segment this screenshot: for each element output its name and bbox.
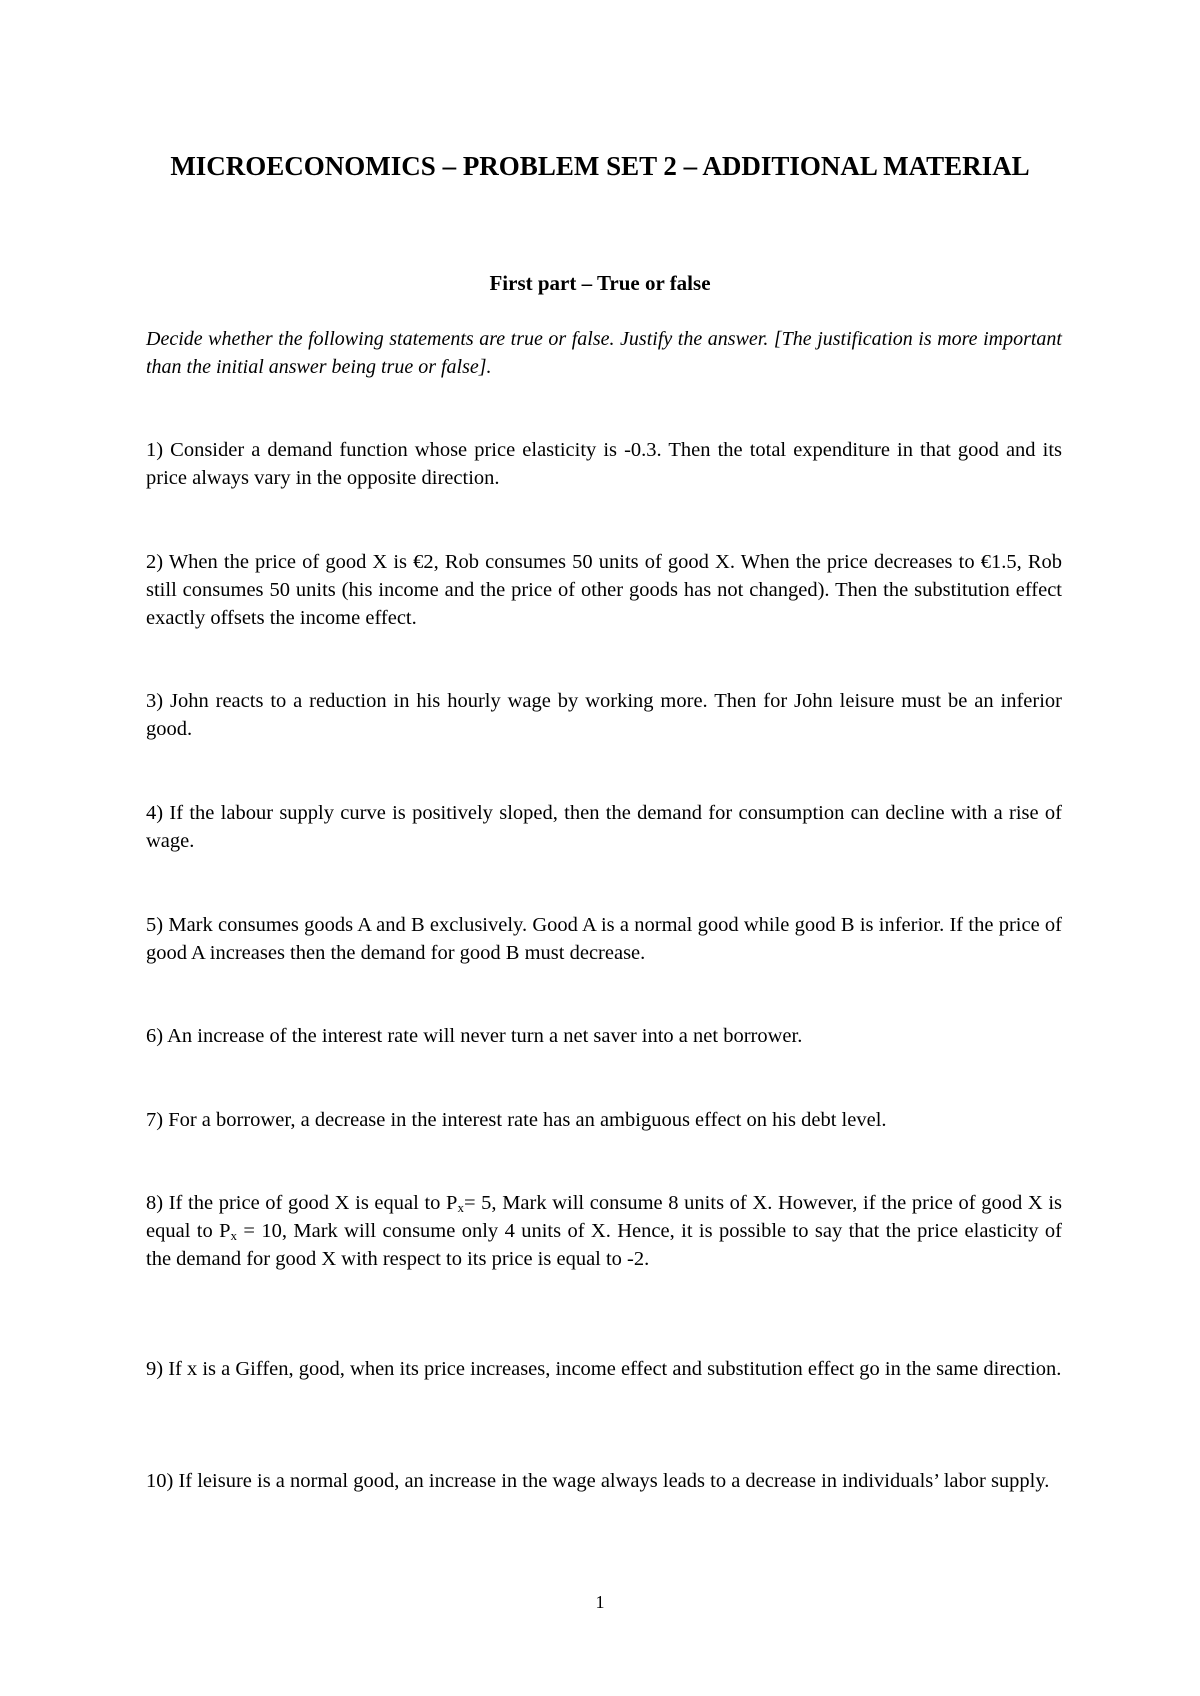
document-title: MICROECONOMICS – PROBLEM SET 2 – ADDITIONAL MATERIAL <box>170 151 1030 181</box>
question-8 <box>146 1189 1062 1273</box>
question-8-part-3: = 10, Mark will consume only 4 units of X. Hence, it is possible to say that the price elasticity of the demand for good X with respect to its price is equal to -2. <box>146 1220 1062 1270</box>
question-7: 7) For a borrower, a decrease in the interest rate has an ambiguous effect on his debt level. <box>146 1109 887 1131</box>
question-1: 1) Consider a demand function whose price elasticity is -0.3. Then the total expenditure in that good and its price always vary in the opposite direction. <box>146 439 1062 489</box>
question-6: 6) An increase of the interest rate will never turn a net saver into a net borrower. <box>146 1025 803 1047</box>
page-number: 1 <box>595 1592 605 1612</box>
question-4: 4) If the labour supply curve is positively sloped, then the demand for consumption can decline with a rise of wage. <box>146 802 1062 852</box>
question-3: 3) John reacts to a reduction in his hourly wage by working more. Then for John leisure must be an inferior good. <box>146 690 1062 740</box>
price-subscript: x <box>457 1200 464 1215</box>
question-8-part-1: 8) If the price of good X is equal to P <box>146 1192 458 1214</box>
instructions-paragraph: Decide whether the following statements are true or false. Justify the answer. [The justification is more important than the initial answer being true or false]. <box>146 328 1062 378</box>
section-title: First part – True or false <box>489 271 711 295</box>
question-10: 10) If leisure is a normal good, an increase in the wage always leads to a decrease in individuals’ labor supply. <box>146 1470 1050 1492</box>
price-subscript: x <box>230 1228 238 1243</box>
question-9: 9) If x is a Giffen, good, when its price increases, income effect and substitution effect go in the same direction. <box>146 1358 1062 1380</box>
question-5: 5) Mark consumes goods A and B exclusively. Good A is a normal good while good B is inferior. If the price of good A increases then the demand for good B must decrease. <box>146 914 1062 964</box>
question-8-part-2: = 5, Mark will consume 8 units of X. However, if the price of good X is equal to P <box>146 1192 1062 1242</box>
question-2: 2) When the price of good X is €2, Rob consumes 50 units of good X. When the price decreases to €1.5, Rob still consumes 50 units (his income and the price of other goods has not changed). Then the substitution effect exactly offsets the income effect. <box>146 551 1062 629</box>
